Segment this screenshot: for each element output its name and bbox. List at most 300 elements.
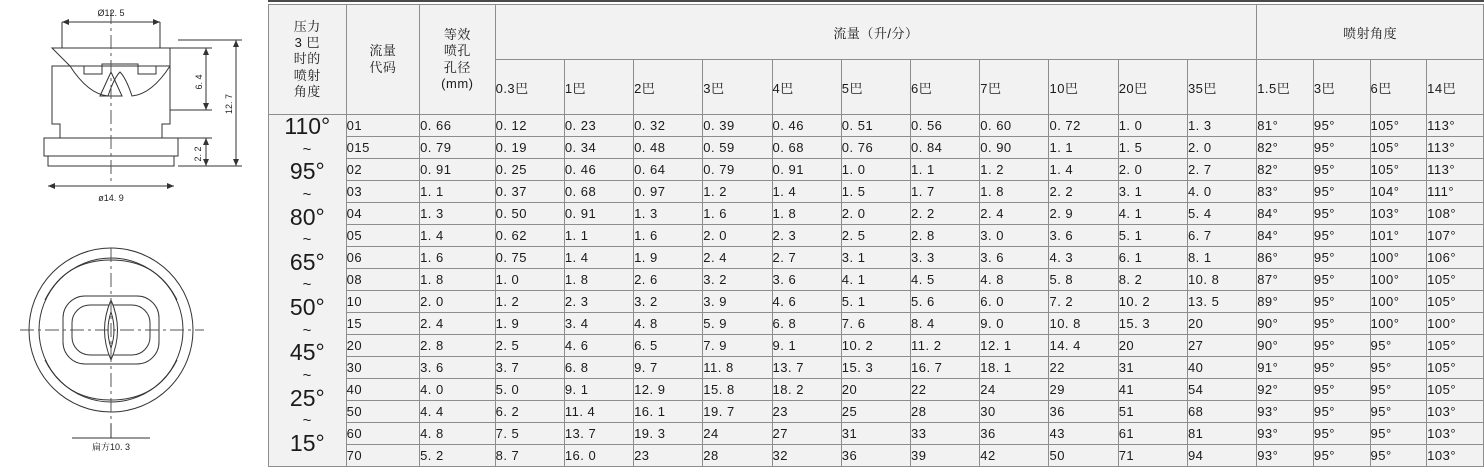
cell-angle: 84° xyxy=(1257,203,1314,225)
cell-flow: 2. 0 xyxy=(703,225,772,247)
cell-angle: 105° xyxy=(1370,115,1427,137)
cell-angle: 95° xyxy=(1313,335,1370,357)
cell-angle: 89° xyxy=(1257,291,1314,313)
angle-value: 65° xyxy=(289,248,325,275)
dim-square-note: 扁方10. 3 xyxy=(91,442,131,452)
cell-flow: 1. 0 xyxy=(841,159,910,181)
cell-flow: 2. 2 xyxy=(1049,181,1118,203)
cell-flow: 1. 0 xyxy=(495,269,564,291)
cell-orifice: 1. 6 xyxy=(420,247,496,269)
cell-code: 05 xyxy=(346,225,419,247)
angle-value: 50° xyxy=(289,294,325,321)
cell-orifice: 4. 0 xyxy=(420,379,496,401)
cell-flow: 6. 5 xyxy=(634,335,703,357)
cell-flow: 24 xyxy=(980,379,1049,401)
cell-flow: 31 xyxy=(1118,357,1187,379)
cell-flow: 54 xyxy=(1187,379,1256,401)
header-line: 喷射 xyxy=(293,67,321,83)
cell-flow: 36 xyxy=(980,423,1049,445)
table-row xyxy=(269,423,1484,445)
cell-flow: 4. 0 xyxy=(1187,181,1256,203)
cell-angle: 105° xyxy=(1370,159,1427,181)
table-row xyxy=(269,203,1484,225)
angle-tilde: ~ xyxy=(302,367,312,385)
cell-orifice: 1. 1 xyxy=(420,181,496,203)
angle-value: 110° xyxy=(284,113,331,139)
angle-scale-cell xyxy=(269,115,347,467)
dim-inner-height: 6. 4 xyxy=(194,74,204,90)
cell-flow: 11. 4 xyxy=(564,401,633,423)
cell-flow: 14. 4 xyxy=(1049,335,1118,357)
cell-angle: 100° xyxy=(1370,247,1427,269)
cell-flow: 27 xyxy=(1187,335,1256,357)
header-line: 3 巴 xyxy=(294,35,320,51)
cell-angle: 104° xyxy=(1370,181,1427,203)
cell-orifice: 2. 4 xyxy=(420,313,496,335)
cell-angle: 95° xyxy=(1313,203,1370,225)
cell-flow: 20 xyxy=(1118,335,1187,357)
cell-flow: 33 xyxy=(911,423,980,445)
cell-flow: 2. 7 xyxy=(1187,159,1256,181)
table-row xyxy=(269,181,1484,203)
cell-flow: 16. 0 xyxy=(564,445,633,467)
cell-orifice: 4. 8 xyxy=(420,423,496,445)
header-angle-1_5bar: 1.5巴 xyxy=(1257,60,1314,115)
cell-angle: 113° xyxy=(1427,115,1484,137)
table-top-rule xyxy=(268,0,1484,2)
header-flow-3bar: 3巴 xyxy=(703,60,772,115)
header-flow-0_3bar: 0.3巴 xyxy=(495,60,564,115)
angle-value: 95° xyxy=(289,158,325,185)
angle-value: 25° xyxy=(289,384,325,411)
cell-flow: 9. 0 xyxy=(980,313,1049,335)
cell-flow: 94 xyxy=(1187,445,1256,467)
cell-flow: 2. 0 xyxy=(1187,137,1256,159)
cell-flow: 3. 4 xyxy=(564,313,633,335)
cell-angle: 82° xyxy=(1257,159,1314,181)
cell-angle: 103° xyxy=(1427,445,1484,467)
cell-flow: 0. 46 xyxy=(564,159,633,181)
cell-orifice: 1. 3 xyxy=(420,203,496,225)
cell-angle: 95° xyxy=(1370,335,1427,357)
cell-orifice: 1. 4 xyxy=(420,225,496,247)
cell-angle: 95° xyxy=(1370,445,1427,467)
angle-tilde: ~ xyxy=(302,140,312,158)
cell-flow: 1. 4 xyxy=(772,181,841,203)
cell-angle: 108° xyxy=(1427,203,1484,225)
cell-flow: 2. 0 xyxy=(1118,159,1187,181)
cell-angle: 95° xyxy=(1313,247,1370,269)
cell-angle: 95° xyxy=(1313,401,1370,423)
angle-value: 80° xyxy=(289,203,325,230)
cell-flow: 3. 6 xyxy=(772,269,841,291)
cell-flow: 7. 9 xyxy=(703,335,772,357)
cell-flow: 6. 2 xyxy=(495,401,564,423)
header-line: 代码 xyxy=(369,59,397,75)
drawing-svg xyxy=(0,0,268,466)
header-angle-14bar: 14巴 xyxy=(1427,60,1484,115)
cell-angle: 95° xyxy=(1313,291,1370,313)
cell-flow: 2. 4 xyxy=(703,247,772,269)
cell-flow: 40 xyxy=(1187,357,1256,379)
cell-angle: 92° xyxy=(1257,379,1314,401)
cell-angle: 82° xyxy=(1257,137,1314,159)
cell-flow: 50 xyxy=(1049,445,1118,467)
header-line: 喷孔 xyxy=(443,43,471,59)
cell-flow: 0. 91 xyxy=(772,159,841,181)
angle-tilde: ~ xyxy=(302,231,312,249)
cell-orifice: 0. 91 xyxy=(420,159,496,181)
nozzle-technical-drawing xyxy=(0,0,268,466)
cell-flow: 1. 2 xyxy=(495,291,564,313)
cell-flow: 2. 9 xyxy=(1049,203,1118,225)
cell-flow: 0. 64 xyxy=(634,159,703,181)
cell-flow: 6. 8 xyxy=(772,313,841,335)
cell-flow: 6. 7 xyxy=(1187,225,1256,247)
cell-flow: 1. 1 xyxy=(911,159,980,181)
table-row xyxy=(269,379,1484,401)
table-row xyxy=(269,269,1484,291)
cell-code: 03 xyxy=(346,181,419,203)
cell-flow: 24 xyxy=(703,423,772,445)
cell-flow: 28 xyxy=(911,401,980,423)
cell-angle: 95° xyxy=(1370,357,1427,379)
header-flow-2bar: 2巴 xyxy=(634,60,703,115)
table-row xyxy=(269,335,1484,357)
cell-flow: 5. 1 xyxy=(841,291,910,313)
cell-flow: 0. 25 xyxy=(495,159,564,181)
cell-angle: 106° xyxy=(1427,247,1484,269)
cell-code: 015 xyxy=(346,137,419,159)
cell-angle: 95° xyxy=(1370,379,1427,401)
cell-angle: 93° xyxy=(1257,445,1314,467)
cell-flow: 15. 3 xyxy=(841,357,910,379)
cell-flow: 3. 1 xyxy=(841,247,910,269)
cell-angle: 111° xyxy=(1427,181,1484,203)
cell-flow: 31 xyxy=(841,423,910,445)
dim-bottom-diameter: ø14. 9 xyxy=(98,193,124,203)
header-group-flow: 流量（升/分） xyxy=(495,5,1257,60)
cell-flow: 0. 84 xyxy=(911,137,980,159)
cell-flow: 5. 8 xyxy=(1049,269,1118,291)
cell-angle: 95° xyxy=(1370,423,1427,445)
cell-flow: 5. 1 xyxy=(1118,225,1187,247)
header-line: 孔径 xyxy=(443,59,471,75)
cell-angle: 95° xyxy=(1313,181,1370,203)
cell-angle: 113° xyxy=(1427,159,1484,181)
cell-flow: 36 xyxy=(1049,401,1118,423)
cell-flow: 8. 1 xyxy=(1187,247,1256,269)
cell-angle: 95° xyxy=(1313,445,1370,467)
cell-flow: 10. 8 xyxy=(1187,269,1256,291)
cell-flow: 3. 7 xyxy=(495,357,564,379)
cell-flow: 7. 5 xyxy=(495,423,564,445)
cell-flow: 22 xyxy=(1049,357,1118,379)
cell-code: 40 xyxy=(346,379,419,401)
cell-code: 02 xyxy=(346,159,419,181)
cell-flow: 0. 32 xyxy=(634,115,703,137)
cell-code: 10 xyxy=(346,291,419,313)
cell-flow: 2. 5 xyxy=(495,335,564,357)
cell-angle: 105° xyxy=(1427,357,1484,379)
cell-angle: 95° xyxy=(1313,269,1370,291)
cell-angle: 95° xyxy=(1370,401,1427,423)
cell-flow: 0. 60 xyxy=(980,115,1049,137)
header-line: 时的 xyxy=(293,51,321,67)
cell-flow: 22 xyxy=(911,379,980,401)
cell-flow: 2. 0 xyxy=(841,203,910,225)
header-flow-10bar: 10巴 xyxy=(1049,60,1118,115)
cell-code: 20 xyxy=(346,335,419,357)
cell-angle: 84° xyxy=(1257,225,1314,247)
cell-flow: 28 xyxy=(703,445,772,467)
cell-flow: 0. 19 xyxy=(495,137,564,159)
cell-flow: 18. 2 xyxy=(772,379,841,401)
cell-angle: 105° xyxy=(1427,379,1484,401)
cell-flow: 0. 75 xyxy=(495,247,564,269)
cell-flow: 43 xyxy=(1049,423,1118,445)
cell-flow: 11. 8 xyxy=(703,357,772,379)
header-line: 角度 xyxy=(293,83,321,99)
cell-flow: 39 xyxy=(911,445,980,467)
table-row xyxy=(269,401,1484,423)
header-flow-6bar: 6巴 xyxy=(911,60,980,115)
table-row xyxy=(269,291,1484,313)
cell-flow: 23 xyxy=(772,401,841,423)
cell-flow: 3. 6 xyxy=(1049,225,1118,247)
cell-flow: 30 xyxy=(980,401,1049,423)
table-row xyxy=(269,445,1484,467)
angle-tilde: ~ xyxy=(302,412,312,430)
header-angle-6bar: 6巴 xyxy=(1370,60,1427,115)
cell-flow: 1. 7 xyxy=(911,181,980,203)
cell-flow: 1. 8 xyxy=(564,269,633,291)
cell-angle: 86° xyxy=(1257,247,1314,269)
cell-angle: 113° xyxy=(1427,137,1484,159)
cell-code: 60 xyxy=(346,423,419,445)
cell-flow: 4. 1 xyxy=(841,269,910,291)
cell-code: 01 xyxy=(346,115,419,137)
cell-flow: 4. 6 xyxy=(772,291,841,313)
spec-table-container xyxy=(268,4,1484,467)
cell-code: 08 xyxy=(346,269,419,291)
cell-angle: 95° xyxy=(1313,357,1370,379)
cell-orifice: 5. 2 xyxy=(420,445,496,467)
cell-flow: 5. 6 xyxy=(911,291,980,313)
cell-flow: 2. 5 xyxy=(841,225,910,247)
cell-code: 50 xyxy=(346,401,419,423)
cell-flow: 0. 90 xyxy=(980,137,1049,159)
cell-angle: 95° xyxy=(1313,159,1370,181)
header-flow-35bar: 35巴 xyxy=(1187,60,1256,115)
cell-flow: 1. 9 xyxy=(634,247,703,269)
header-line: (mm) xyxy=(441,75,474,91)
cell-orifice: 0. 66 xyxy=(420,115,496,137)
cell-angle: 105° xyxy=(1427,291,1484,313)
cell-flow: 3. 2 xyxy=(703,269,772,291)
dim-small-height: 2. 2 xyxy=(193,146,203,162)
cell-flow: 41 xyxy=(1118,379,1187,401)
cell-flow: 10. 2 xyxy=(841,335,910,357)
cell-orifice: 1. 8 xyxy=(420,269,496,291)
cell-flow: 3. 6 xyxy=(980,247,1049,269)
cell-flow: 1. 0 xyxy=(1118,115,1187,137)
cell-flow: 10. 8 xyxy=(1049,313,1118,335)
cell-flow: 32 xyxy=(772,445,841,467)
header-line: 等效 xyxy=(443,27,471,42)
cell-flow: 3. 9 xyxy=(703,291,772,313)
cell-code: 70 xyxy=(346,445,419,467)
cell-flow: 0. 59 xyxy=(703,137,772,159)
cell-flow: 36 xyxy=(841,445,910,467)
header-flow-5bar: 5巴 xyxy=(841,60,910,115)
cell-flow: 2. 2 xyxy=(911,203,980,225)
cell-flow: 8. 2 xyxy=(1118,269,1187,291)
cell-flow: 2. 7 xyxy=(772,247,841,269)
cell-flow: 51 xyxy=(1118,401,1187,423)
cell-angle: 107° xyxy=(1427,225,1484,247)
cell-angle: 87° xyxy=(1257,269,1314,291)
cell-flow: 1. 5 xyxy=(1118,137,1187,159)
cell-orifice: 4. 4 xyxy=(420,401,496,423)
cell-flow: 4. 8 xyxy=(980,269,1049,291)
cell-flow: 0. 51 xyxy=(841,115,910,137)
cell-flow: 9. 1 xyxy=(564,379,633,401)
cell-orifice: 2. 0 xyxy=(420,291,496,313)
cell-flow: 18. 1 xyxy=(980,357,1049,379)
table-row xyxy=(269,357,1484,379)
cell-flow: 10. 2 xyxy=(1118,291,1187,313)
header-equivalent-orifice xyxy=(420,5,496,115)
cell-angle: 93° xyxy=(1257,423,1314,445)
cell-flow: 6. 0 xyxy=(980,291,1049,313)
cell-flow: 42 xyxy=(980,445,1049,467)
cell-flow: 0. 48 xyxy=(634,137,703,159)
cell-angle: 105° xyxy=(1370,137,1427,159)
cell-orifice: 0. 79 xyxy=(420,137,496,159)
cell-angle: 81° xyxy=(1257,115,1314,137)
cell-flow: 0. 68 xyxy=(772,137,841,159)
cell-flow: 0. 46 xyxy=(772,115,841,137)
cell-flow: 2. 4 xyxy=(980,203,1049,225)
cell-angle: 103° xyxy=(1427,423,1484,445)
cell-angle: 95° xyxy=(1313,137,1370,159)
cell-flow: 13. 7 xyxy=(772,357,841,379)
cell-flow: 16. 1 xyxy=(634,401,703,423)
table-row xyxy=(269,159,1484,181)
dim-top-diameter: Ø12. 5 xyxy=(97,8,125,18)
cell-flow: 1. 6 xyxy=(634,225,703,247)
cell-flow: 0. 76 xyxy=(841,137,910,159)
cell-flow: 5. 4 xyxy=(1187,203,1256,225)
cell-flow: 2. 3 xyxy=(772,225,841,247)
cell-flow: 2. 8 xyxy=(911,225,980,247)
cell-flow: 1. 8 xyxy=(980,181,1049,203)
cell-flow: 19. 7 xyxy=(703,401,772,423)
dim-outer-height: 12. 7 xyxy=(224,93,234,115)
cell-flow: 0. 23 xyxy=(564,115,633,137)
cell-flow: 1. 4 xyxy=(564,247,633,269)
cell-angle: 100° xyxy=(1370,269,1427,291)
cell-code: 15 xyxy=(346,313,419,335)
cell-flow: 9. 7 xyxy=(634,357,703,379)
cell-flow: 1. 1 xyxy=(564,225,633,247)
cell-flow: 3. 0 xyxy=(980,225,1049,247)
cell-flow: 1. 2 xyxy=(703,181,772,203)
cell-orifice: 2. 8 xyxy=(420,335,496,357)
header-line: 压力 xyxy=(293,18,321,34)
cell-flow: 0. 12 xyxy=(495,115,564,137)
cell-flow: 1. 2 xyxy=(980,159,1049,181)
cell-flow: 13. 7 xyxy=(564,423,633,445)
cell-flow: 1. 1 xyxy=(1049,137,1118,159)
header-flow-4bar: 4巴 xyxy=(772,60,841,115)
cell-flow: 7. 6 xyxy=(841,313,910,335)
cell-flow: 4. 8 xyxy=(634,313,703,335)
cell-angle: 103° xyxy=(1427,401,1484,423)
cell-flow: 20 xyxy=(841,379,910,401)
cell-flow: 2. 3 xyxy=(564,291,633,313)
cell-flow: 5. 9 xyxy=(703,313,772,335)
cell-flow: 1. 4 xyxy=(1049,159,1118,181)
cell-angle: 100° xyxy=(1370,313,1427,335)
cell-angle: 93° xyxy=(1257,401,1314,423)
cell-flow: 29 xyxy=(1049,379,1118,401)
cell-code: 30 xyxy=(346,357,419,379)
cell-flow: 27 xyxy=(772,423,841,445)
header-group-spray-angle: 喷射角度 xyxy=(1257,5,1484,60)
cell-flow: 0. 79 xyxy=(703,159,772,181)
cell-flow: 12. 1 xyxy=(980,335,1049,357)
table-row xyxy=(269,313,1484,335)
header-flow-1bar: 1巴 xyxy=(564,60,633,115)
cell-flow: 0. 97 xyxy=(634,181,703,203)
header-flow-code xyxy=(346,5,419,115)
cell-flow: 8. 4 xyxy=(911,313,980,335)
cell-flow: 20 xyxy=(1187,313,1256,335)
cell-flow: 0. 37 xyxy=(495,181,564,203)
header-angle-3bar: 3巴 xyxy=(1313,60,1370,115)
cell-flow: 15. 8 xyxy=(703,379,772,401)
cell-flow: 6. 8 xyxy=(564,357,633,379)
cell-code: 04 xyxy=(346,203,419,225)
cell-flow: 13. 5 xyxy=(1187,291,1256,313)
cell-angle: 90° xyxy=(1257,335,1314,357)
angle-tilde: ~ xyxy=(302,321,312,339)
cell-flow: 25 xyxy=(841,401,910,423)
header-flow-20bar: 20巴 xyxy=(1118,60,1187,115)
table-row xyxy=(269,247,1484,269)
table-row xyxy=(269,115,1484,137)
cell-flow: 1. 3 xyxy=(1187,115,1256,137)
cell-flow: 0. 34 xyxy=(564,137,633,159)
angle-value: 45° xyxy=(289,339,325,366)
spec-table-body xyxy=(269,115,1484,467)
cell-flow: 0. 50 xyxy=(495,203,564,225)
cell-angle: 105° xyxy=(1427,269,1484,291)
cell-flow: 15. 3 xyxy=(1118,313,1187,335)
cell-angle: 90° xyxy=(1257,313,1314,335)
cell-flow: 71 xyxy=(1118,445,1187,467)
cell-angle: 91° xyxy=(1257,357,1314,379)
angle-tilde: ~ xyxy=(302,276,312,294)
cell-flow: 1. 9 xyxy=(495,313,564,335)
cell-angle: 95° xyxy=(1313,423,1370,445)
cell-flow: 81 xyxy=(1187,423,1256,445)
cell-flow: 0. 72 xyxy=(1049,115,1118,137)
angle-tilde: ~ xyxy=(302,185,312,203)
cell-angle: 95° xyxy=(1313,313,1370,335)
